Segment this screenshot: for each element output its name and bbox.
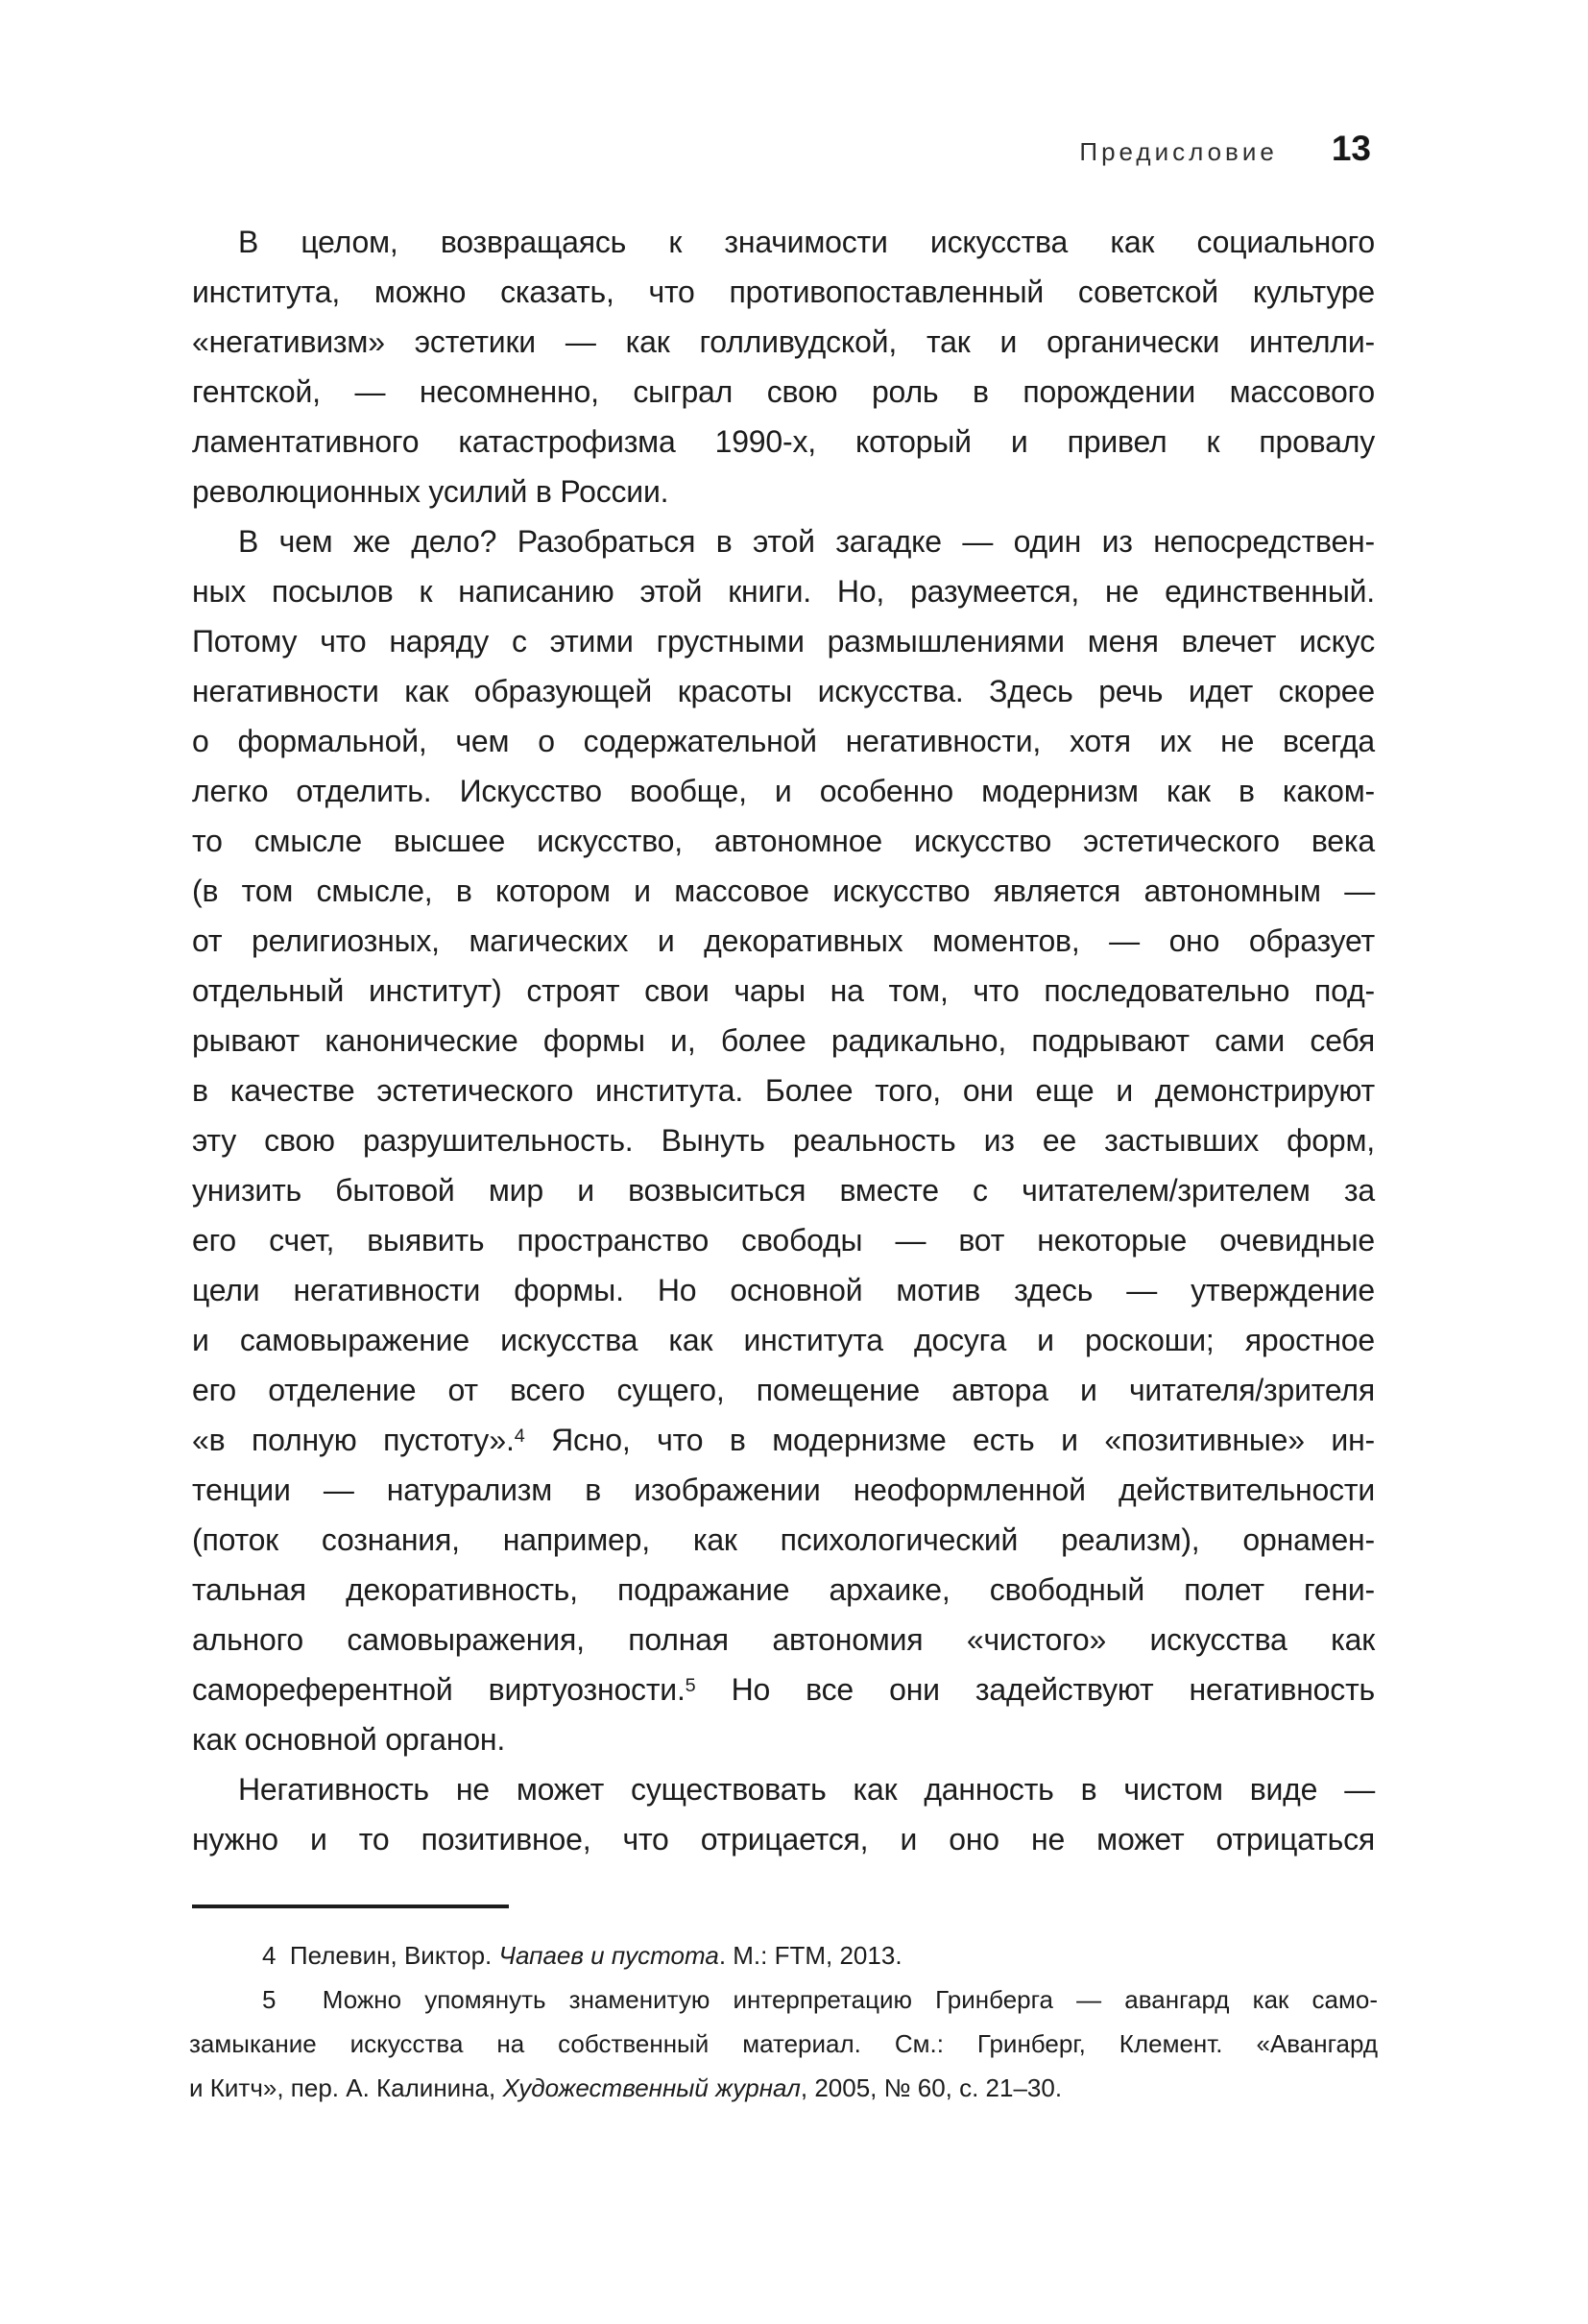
- body-text: [192, 217, 1375, 1864]
- text-line: негативности как образующей красоты искусства. Здесь речь идет скорее: [192, 674, 1375, 708]
- text-line: В целом, возвращаясь к значимости искусства как социального: [238, 225, 1375, 259]
- text-line: ных посылов к написанию этой книги. Но, разумеется, не единственный.: [192, 574, 1375, 609]
- text-line: 4 Пелевин, Виктор. Чапаев и пустота. М.: FTM, 2013.: [262, 1941, 902, 1970]
- text-line: унизить бытовой мир и возвыситься вместе с читателем/зрителем за: [192, 1173, 1375, 1208]
- paragraph: [192, 217, 1375, 516]
- text-line: гентской, — несомненно, сыграл свою роль в порождении массового: [192, 374, 1375, 409]
- text-line: Негативность не может существовать как данность в чистом виде —: [238, 1772, 1375, 1807]
- footnote-separator: [192, 1905, 509, 1908]
- footnote-marker: 4: [514, 1426, 525, 1448]
- text-line: (поток сознания, например, как психологический реализм), орнамен-: [192, 1522, 1375, 1557]
- text-line: «негативизм» эстетики — как голливудской, так и органически интелли-: [192, 324, 1375, 359]
- text-line: то смысле высшее искусство, автономное искусство эстетического века: [192, 824, 1375, 858]
- text-line: революционных усилий в России.: [192, 474, 669, 509]
- text-line: отдельный институт) строят свои чары на том, что последовательно под-: [192, 973, 1375, 1008]
- text-line: о формальной, чем о содержательной негативности, хотя их не всегда: [192, 724, 1375, 758]
- text-line: в качестве эстетического института. Более того, они еще и демонстрируют: [192, 1073, 1375, 1108]
- text-line: как основной органон.: [192, 1722, 506, 1757]
- text-line: тенции — натурализм в изображении неоформленной действительности: [192, 1473, 1375, 1507]
- page-number: 13: [1331, 129, 1371, 168]
- text-line: Потому что наряду с этими грустными размышлениями меня влечет искус: [192, 624, 1375, 659]
- text-line: от религиозных, магических и декоративных моментов, — оно образует: [192, 923, 1375, 958]
- text-line: (в том смысле, в котором и массовое искусство является автономным —: [192, 874, 1375, 908]
- text-line: института, можно сказать, что противопоставленный советской культуре: [192, 275, 1375, 309]
- text-line: рывают канонические формы и, более радикально, подрывают сами себя: [192, 1023, 1375, 1058]
- text-line: эту свою разрушительность. Вынуть реальность из ее застывших форм,: [192, 1123, 1375, 1158]
- running-title: Предисловие: [1079, 137, 1278, 166]
- footnotes: [189, 1933, 1378, 2110]
- text-line: 5 Можно упомянуть знаменитую интерпретацию Гринберга — авангард как само-: [262, 1985, 1378, 2014]
- text-line: легко отделить. Искусство вообще, и особенно модернизм как в каком-: [192, 774, 1375, 808]
- text-line: ламентативного катастрофизма 1990-х, который и привел к провалу: [192, 424, 1375, 459]
- text-line: самореферентной виртуозности.$^5$ Но все они задействуют негативность: [192, 1672, 1375, 1707]
- text-line: тальная декоративность, подражание архаике, свободный полет гени-: [192, 1572, 1375, 1607]
- text-line: замыкание искусства на собственный материал. См.: Гринберг, Клемент. «Авангард: [189, 2029, 1378, 2058]
- text-line: его счет, выявить пространство свободы — вот некоторые очевидные: [192, 1223, 1375, 1258]
- paragraph: [192, 516, 1375, 1764]
- text-line: и Китч», пер. А. Калинина, Художественный журнал, 2005, № 60, с. 21–30.: [189, 2073, 1063, 2102]
- text-line: ального самовыражения, полная автономия «чистого» искусства как: [192, 1622, 1375, 1657]
- text-line: его отделение от всего сущего, помещение автора и читателя/зрителя: [192, 1373, 1375, 1407]
- page-header: [1079, 129, 1371, 169]
- paragraph: [192, 1764, 1375, 1864]
- text-line: цели негативности формы. Но основной мотив здесь — утверждение: [192, 1273, 1375, 1307]
- text-line: «в полную пустоту».$^4$ Ясно, что в модернизме есть и «позитивные» ин-: [192, 1423, 1375, 1457]
- text-line: В чем же дело? Разобраться в этой загадке — один из непосредствен-: [238, 524, 1375, 559]
- text-line: нужно и то позитивное, что отрицается, и оно не может отрицаться: [192, 1822, 1375, 1857]
- footnote-marker: 5: [685, 1675, 696, 1697]
- text-line: и самовыражение искусства как института досуга и роскоши; яростное: [192, 1323, 1375, 1357]
